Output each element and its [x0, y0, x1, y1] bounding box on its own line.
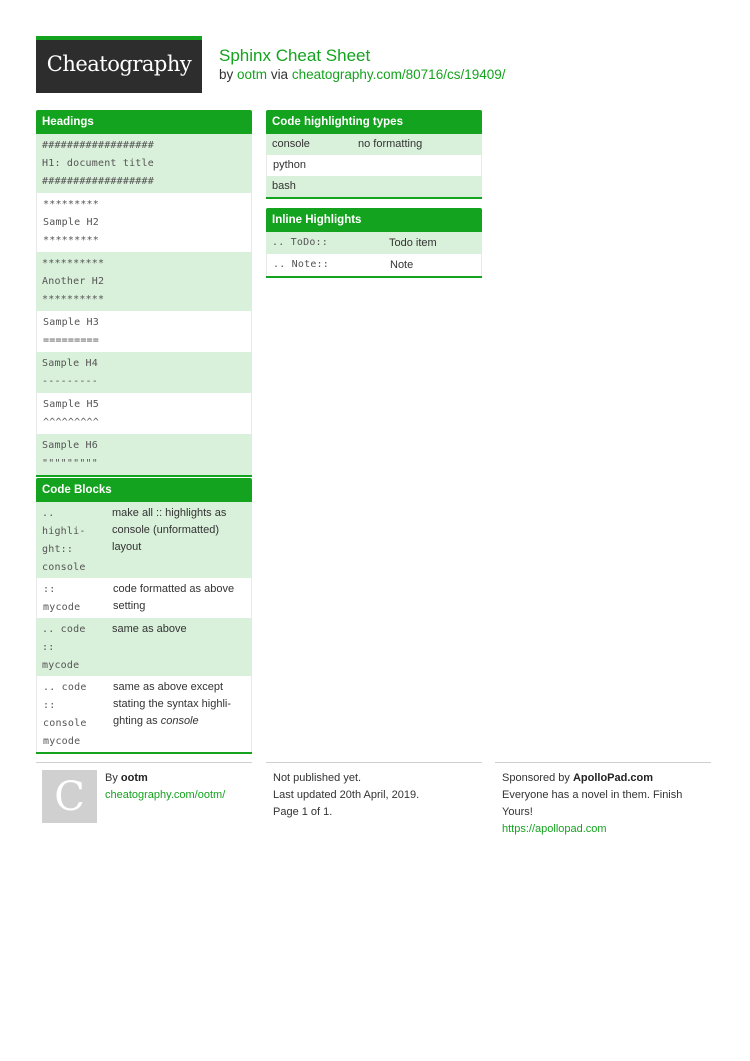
heading-code	[42, 437, 98, 473]
highlight-type-name: bash	[272, 180, 296, 192]
heading-code-line: **********	[42, 258, 105, 269]
inline-highlights-section	[266, 208, 482, 278]
not-published-text: Not published yet.	[273, 772, 362, 784]
cheatography-logo[interactable]	[36, 36, 202, 93]
code-block-code-line: mycode	[42, 660, 80, 671]
author-avatar[interactable]	[42, 770, 97, 823]
footer-author-line	[105, 770, 148, 787]
sponsor-name: ApolloPad.com	[572, 772, 654, 784]
footer-author-url	[105, 787, 225, 804]
code-block-row	[36, 676, 252, 752]
page-number-text: Page 1 of 1.	[273, 806, 333, 818]
footer-divider	[36, 762, 252, 763]
sponsored-prefix: Sponsored by	[502, 772, 570, 784]
inline-highlight-description: Todo item	[389, 237, 437, 249]
heading-code	[43, 314, 99, 350]
highlight-type-name: console	[272, 138, 310, 150]
code-block-code	[42, 505, 112, 577]
code-block-code-line: ..	[42, 508, 55, 519]
code-block-code-line: console	[43, 718, 87, 729]
headings-title: Headings	[36, 110, 252, 134]
code-block-code-line: .. code	[43, 682, 87, 693]
sponsor-link[interactable]: https://apollopad.com	[502, 823, 607, 835]
heading-row	[36, 352, 252, 393]
heading-code	[43, 396, 99, 432]
code-block-desc-line: same as above	[112, 623, 187, 635]
heading-code-line: ---------	[42, 376, 98, 387]
heading-code	[43, 196, 99, 250]
code-block-code-line: mycode	[43, 736, 81, 747]
heading-code	[42, 255, 104, 309]
code-block-desc-line: same as above except	[113, 681, 224, 693]
heading-code-line: ##################	[42, 140, 154, 151]
code-block-desc-line: console (unformatted) layout	[112, 524, 219, 553]
code-block-code-line: ght::	[42, 544, 74, 555]
code-block-description	[112, 621, 246, 675]
footer-divider	[495, 762, 711, 763]
highlight-type-name: python	[273, 159, 307, 171]
heading-code-line: ##################	[42, 176, 154, 187]
inline-highlight-row	[266, 232, 482, 254]
heading-code-line: ^^^^^^^^^	[43, 417, 99, 428]
heading-code-line: Sample H2	[43, 217, 99, 228]
code-block-desc-emphasis: console	[160, 715, 199, 727]
heading-row	[36, 393, 252, 434]
sheet-url-link[interactable]: cheatography.com/80716/cs/19409/	[291, 67, 506, 82]
code-block-code-line: highli-	[42, 526, 86, 537]
byline-prefix: by	[219, 67, 234, 82]
code-blocks-section	[36, 478, 252, 754]
code-block-code	[43, 581, 113, 617]
code-block-code	[42, 621, 112, 675]
code-block-code-line: ::	[43, 584, 56, 595]
inline-highlight-description: Note	[390, 259, 414, 271]
code-blocks-title: Code Blocks	[36, 478, 252, 502]
author-profile-link[interactable]: cheatography.com/ootm/	[105, 789, 226, 801]
code-block-code-line: console	[42, 562, 86, 573]
heading-row	[36, 434, 252, 475]
heading-code-line: *********	[43, 235, 99, 246]
sponsor-tagline-2: Yours!	[502, 806, 533, 818]
heading-row	[36, 134, 252, 193]
code-block-row	[36, 578, 252, 618]
highlight-type-description	[359, 155, 475, 176]
logo-text: Cheatography	[46, 52, 192, 76]
highlight-type-description: no formatting	[358, 138, 423, 150]
page-title: Sphinx Cheat Sheet	[219, 46, 371, 65]
code-block-code-line: .. code	[42, 624, 86, 635]
sponsor-tagline-1: Everyone has a novel in them. Finish	[502, 789, 683, 801]
heading-code	[42, 137, 154, 191]
code-block-desc-line: code formatted as above	[113, 583, 235, 595]
sponsor-url	[502, 821, 607, 838]
footer-by-label: By	[105, 772, 118, 784]
heading-code-line: Sample H3	[43, 317, 99, 328]
heading-code-line: Another H2	[42, 276, 105, 287]
heading-row	[36, 193, 252, 252]
highlight-type-row	[266, 134, 482, 155]
code-block-code-line: ::	[42, 642, 55, 653]
sponsor-line	[502, 770, 653, 787]
inline-highlight-row	[266, 254, 482, 276]
code-block-desc-line: ghting as	[113, 715, 161, 727]
code-block-desc-line: setting	[113, 600, 146, 612]
footer-divider	[266, 762, 482, 763]
byline	[219, 67, 506, 82]
heading-code-line: """""""""	[42, 458, 98, 469]
heading-code	[42, 355, 98, 391]
byline-via: via	[270, 67, 289, 82]
heading-code-line: H1: document title	[42, 158, 154, 169]
highlight-type-row	[266, 176, 482, 197]
heading-code-line: **********	[42, 294, 105, 305]
heading-row	[36, 311, 252, 352]
highlight-types-title: Code highlighting types	[266, 110, 482, 134]
code-block-code	[43, 679, 113, 751]
highlight-type-description	[358, 176, 476, 197]
inline-highlights-title: Inline Highlights	[266, 208, 482, 232]
heading-row	[36, 252, 252, 311]
avatar-letter: C	[54, 774, 85, 820]
code-block-description	[112, 505, 246, 577]
code-block-row	[36, 618, 252, 676]
highlight-type-row	[266, 155, 482, 176]
heading-code-line: *********	[43, 199, 99, 210]
code-block-desc-line: stating the syntax highli-	[113, 698, 232, 710]
author-link[interactable]: ootm	[237, 67, 268, 82]
heading-code-line: =========	[43, 335, 99, 346]
code-block-description	[113, 581, 245, 617]
heading-code-line: Sample H6	[42, 440, 98, 451]
inline-highlight-code: .. ToDo::	[272, 237, 328, 248]
heading-code-line: Sample H5	[43, 399, 99, 410]
footer-author-name: ootm	[120, 772, 148, 784]
code-block-desc-line: make all :: highlights as	[112, 507, 227, 519]
inline-highlight-code: .. Note::	[273, 259, 329, 270]
headings-section	[36, 110, 252, 477]
code-block-code-line: mycode	[43, 602, 81, 613]
heading-code-line: Sample H4	[42, 358, 98, 369]
last-updated-text: Last updated 20th April, 2019.	[273, 789, 420, 801]
code-block-row	[36, 502, 252, 578]
code-block-code-line: ::	[43, 700, 56, 711]
highlight-types-section	[266, 110, 482, 199]
code-block-description	[113, 679, 245, 751]
